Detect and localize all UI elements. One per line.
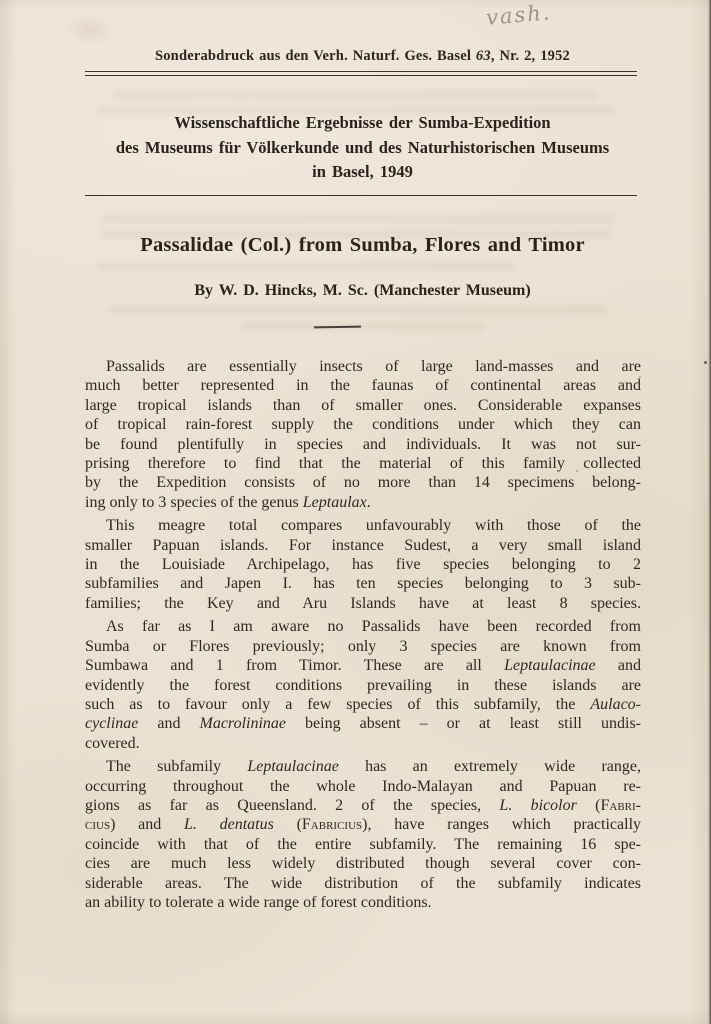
journal-reference: Sonderabdruck aus den Verh. Naturf. Ges. Basel 63, Nr. 2, 1952 <box>154 48 571 64</box>
scan-speck <box>704 361 707 364</box>
text-line: in the Louisiade Archipelago, has five species belonging to 2 <box>85 556 641 574</box>
text-line: by the Expedition consists of no more than 14 specimens belong- <box>85 474 641 492</box>
text-line: cies are much less widely distributed though several cover con- <box>85 855 641 873</box>
text-line: families; the Key and Aru Islands have at least 8 species. <box>85 594 641 612</box>
text-line: The subfamily Leptaulacinae has an extremely wide range, <box>106 758 641 776</box>
show-through-ghost <box>240 322 485 331</box>
scan-speck <box>576 470 578 472</box>
text-line: siderable areas. The wide distribution of the subfamily indicates <box>85 874 641 892</box>
text-line: prising therefore to find that the material of this family collected <box>85 455 641 473</box>
text-line: Passalids are essentially insects of large land-masses and are <box>106 358 641 375</box>
text-line: Sumbawa and 1 from Timor. These are all Leptaulacinae and <box>85 657 642 675</box>
paragraph <box>85 617 641 753</box>
article-title: Passalidae (Col.) from Sumba, Flores and Timor <box>140 234 585 256</box>
show-through-ghost <box>96 262 516 271</box>
show-through-ghost <box>108 305 608 315</box>
text-line: an ability to tolerate a wide range of forest conditions. <box>85 893 432 911</box>
header-double-rule <box>85 71 637 76</box>
text-line: large tropical islands than of smaller ones. Considerable expanses <box>85 396 641 414</box>
text-line: smaller Papuan islands. For instance Sudest, a very small island <box>85 536 641 554</box>
text-line: evidently the forest conditions prevailing in these islands are <box>85 676 641 694</box>
text-line: cyclinae and Macrolininae being absent – or at least still undis- <box>85 715 641 733</box>
handwritten-pencil-note: vash. <box>485 0 553 30</box>
paragraph <box>85 516 641 613</box>
text-line: subfamilies and Japen I. has ten species belonging to 3 sub- <box>85 575 641 593</box>
series-title-line1: Wissenschaftliche Ergebnisse der Sumba-Expedition <box>174 113 551 132</box>
text-line: be found plentifully in species and individuals. It was not sur- <box>85 435 641 453</box>
article-body <box>85 357 641 916</box>
text-line: cius) and L. dentatus (Fabricius), have ranges which practically <box>85 816 642 834</box>
text-line: covered. <box>85 734 140 752</box>
text-line: much better represented in the faunas of continental areas and <box>85 377 641 395</box>
series-title-line3: in Basel, 1949 <box>312 162 413 182</box>
text-line: This meagre total compares unfavourably with those of the <box>106 517 641 535</box>
show-through-ghost <box>100 214 615 224</box>
article-byline: By W. D. Hincks, M. Sc. (Manchester Museum) <box>194 282 531 299</box>
series-title-line2: des Museums für Völkerkunde und des Naturhistorischen Museums <box>115 137 610 157</box>
series-title-block <box>85 111 640 185</box>
text-line: ing only to 3 species of the genus Leptaulax. <box>85 493 371 511</box>
text-line: Sumba or Flores previously; only 3 species are known from <box>85 637 641 655</box>
show-through-ghost <box>112 90 598 100</box>
text-line: coincide with that of the entire subfamily. The remaining 16 spe- <box>85 835 641 853</box>
scan-speck <box>639 376 641 378</box>
text-line: such as to favour only a few species of this subfamily, the Aulaco- <box>85 695 641 713</box>
paragraph <box>85 357 641 512</box>
series-rule <box>85 195 637 196</box>
text-line: of tropical rain-forest supply the conditions under which they can <box>85 416 641 434</box>
text-line: gions as far as Queensland. 2 of the species, L. bicolor (Fabri- <box>85 796 641 814</box>
paragraph <box>85 757 641 912</box>
text-line: occurring throughout the whole Indo-Malayan and Papuan re- <box>85 777 641 795</box>
text-line: As far as I am aware no Passalids have been recorded from <box>106 618 641 636</box>
